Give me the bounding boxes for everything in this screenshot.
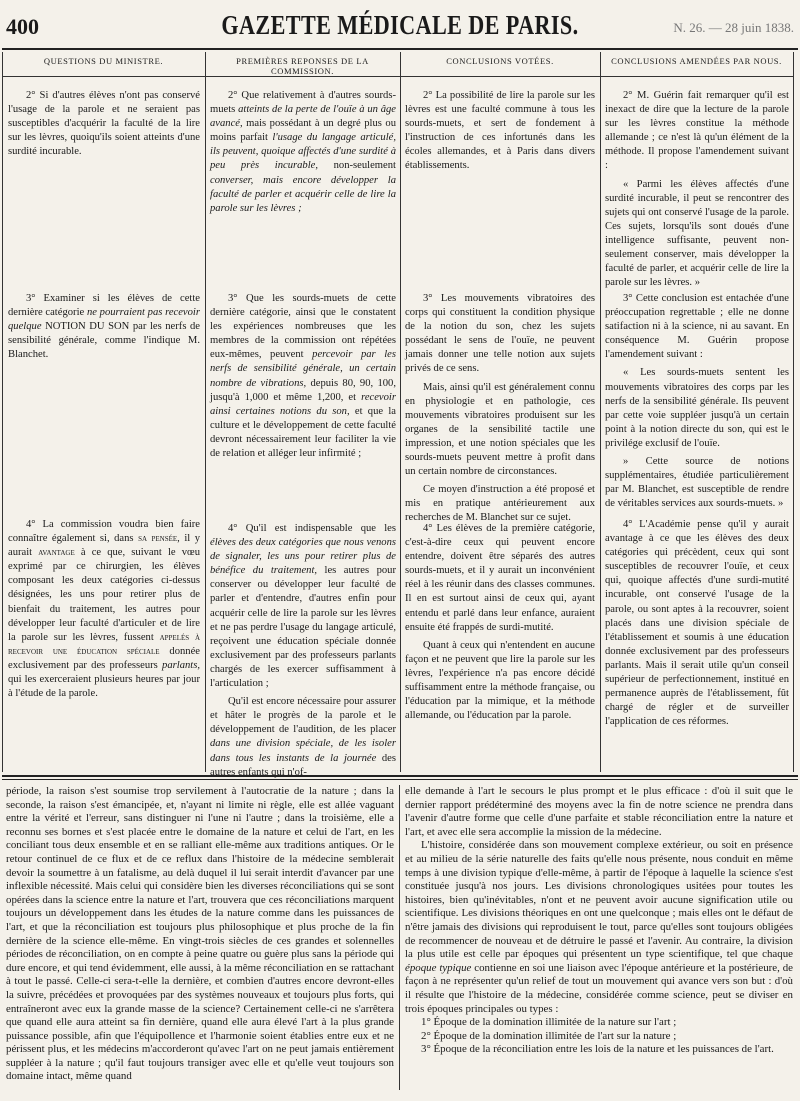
article-text: elle demande à l'art le secours le plus prompt et le plus efficace : d'où il suit que le dernier rapport prédéterminé des moyens avec la fin de notre science ne prendra dans l'avenir d'autre forme que celle d'une parfaite et stable réconciliation entre la nature et l'art, et avec elle sera accomplie la mission de la médecine.	[405, 785, 793, 838]
cell-text: 3° Que les sourds-muets de cette dernière catégorie, ainsi que le constatent les expériences nombreuses que les membres de la commission ont répétées eux-mêmes, peuvent percevoir par les nerfs de sensibilité générale, un certain nombre de vibrations, depuis 80, 90, 100, jusqu'à 1,000 et même 1,200, et recevoir ainsi certaines notions du son, et que la culture et le développement de cette faculté devront nécessairement leur faciliter la vie de relation et alléger leur infirmité ;	[210, 293, 397, 460]
cell-text: 3° Examiner si les élèves de cette dernière catégorie ne pourraient pas recevoir quelque NOTION DU SON par les nerfs de sensibilité générale, comme l'indique M. Blanchet.	[8, 293, 200, 361]
cell-text: Mais, ainsi qu'il est généralement connu en physiologie et en pathologie, ces mouvements vibratoires produisent sur les organes de la sensibilité tactile une impression, et une notion spéciales que les sourds-muets peuvent mettre à profit dans un certain nombre de circonstances.	[405, 381, 595, 478]
row2-question	[8, 292, 200, 362]
cell-text: 4° L'Académie pense qu'il y aurait avantage à ce que les élèves des deux catégories qui précèdent, ceux qui sont susceptibles de recouvrer l'ouïe, et ceux qui, quoique affectés d'une surdi-mutité incurable, ont conservé l'usage de la parole, ou sont aptes à la recouvrer, soient placés dans une division spéciale de l'établissement et soumis à une éducation donnée exclusivement par des professeurs parlants. Mais il serait utile qu'un conseil supérieur de perfectionnement, institué en permanence auprès de l'établissement, fût chargé de régler et de surveiller l'application de ces réformes.	[605, 519, 789, 728]
row1-amendment	[605, 89, 789, 290]
row2-response	[210, 292, 396, 461]
row1-question	[8, 89, 200, 159]
article-text: période, la raison s'est soumise trop servilement à l'autocratie de la nature ; dans la seconde, la raison s'est émancipée, et, n'ayant ni limite ni règle, elle est allée vaguant entre la vérité et l'erreur, sans distinguer ni l'une ni l'autre ; dans la troisième, elle a reconnu ses bornes et s'est placée entre le domaine de la nature et celui de l'art, en les conciliant tous deux ensemble et en se ralliant elle-même aux traditions antiques. Or le retour continuel de ce flux et de ce reflux dans l'histoire de la médecine semblerait devoir la soumettre à un fatalisme, au delà duquel il lui serait interdit d'avancer par une inflexible nécessité. Mais celui qui considère bien les diverses réconciliations qui se sont opérées dans la science entre la nature et l'art, trouvera que ces réconciliations marquent toujours un développement dans les études de la nature comme dans les puissances de l'art, et que la réconciliation est toujours plus philosophique et plus proche de la fin dernière de la science elle-même. En vingt-trois siècles de ces grandes et solennelles périodes de réconciliation, on en compte à peine quatre ou guère plus sans la période qui dure encore, et qui tend évidemment, elle aussi, à la même réconciliation en se rattachant à tout le passé. Celle-ci sera-t-elle la dernière, et combien d'autres encore devront-elles la suivre, précédées et provoquées par des systèmes nouveaux et toujours plus forts, qui entraîneront avec eux la grande masse de la science? Certainement celle-ci ne s'arrêtera que quand elle aura atteint sa fin dernière, quand elle aura élevé l'art à la plus grande puissance possible, afin que l'équipollence et l'harmonie soient établies entre eux et ne périssent plus, et les médecins m'accorderont qu'avec l'art on ne peut jamais entièrement suppléer à la nature ; qu'il faut toujours transiger avec elle et qu'elle veut toujours son domaine intact, même quand	[6, 785, 394, 1083]
cell-text: » Cette source de notions supplémentaires, étudiée particulièrement par M. Blanchet, est susceptible de rendre de véritables services aux sourds-muets. »	[605, 456, 789, 510]
table-border-left	[2, 52, 3, 772]
list-item: 3° Époque de la réconciliation entre les lois de la nature et les puissances de l'art.	[421, 1043, 774, 1056]
row1-conclusion	[405, 89, 595, 174]
cell-text: 2° M. Guérin fait remarquer qu'il est inexact de dire que la lecture de la parole sur les lèvres constitue la méthode allemande ; ce n'est là qu'un élément de la méthode. Il propose l'amendement suivant :	[605, 90, 789, 172]
article-text: L'histoire, considérée dans son mouvement complexe extérieur, ou soit en présence et au milieu de la série naturelle des faits qu'elle nous présente, nous conduit en même temps à une division typique d'elle-même, à partir de l'époque à laquelle la science s'est constituée jusqu'à nos jours. Les divisions chronologiques usitées pour toutes les histoires, bien qu'inévitables, n'ont et ne peuvent avoir aucune signification utile ou scientifique. Les divisions théoriques en ont une quelconque ; mais elles ont le défaut de n'être jamais des divisions qui reproduisent le tout, parce qu'elles sont toujours obligées de recommencer de nouveau et de détruire le passé et l'avenir. Au contraire, la division la plus utile est celle par époques qui présentent un type scientifique, tel que chaque époque typique contienne en soi une liaison avec l'époque antérieure et la postérieure, de façon à ne représenter qu'un relief de tout un mouvement qui avance vers son but : d'où il résulte que l'histoire de la médecine, considérée comme science, peut se diviser en trois époques principales ou types :	[405, 839, 793, 1015]
cell-text: Quant à ceux qui n'entendent en aucune façon et ne peuvent que lire la parole sur les lèvres, l'expérience n'a pas encore décidé suffisamment entre la méthode française, ou l'éducation par la mimique, et la méthode allemande, ou l'éducation par la parole.	[405, 639, 595, 722]
page-title: GAZETTE MÉDICALE DE PARIS.	[221, 10, 579, 40]
row3-response	[210, 522, 396, 780]
row3-amendment	[605, 518, 789, 729]
page-header	[0, 10, 800, 50]
cell-text: « Les sourds-muets sentent les mouvements vibratoires des corps par les nerfs de la sensibilité générale. Ils peuvent par cette voie suppléer jusqu'à un certain point à la notion directe du son, qui est le privilége exclusif de l'ouïe.	[605, 367, 789, 449]
header-row-rule	[2, 76, 794, 77]
column-header: CONCLUSIONS AMENDÉES PAR NOUS.	[611, 56, 782, 66]
commission-table	[2, 52, 794, 778]
header-rule	[2, 48, 798, 50]
issue-label: N. 26. — 28 juin 1838.	[673, 20, 794, 35]
cell-text: 2° Que relativement à d'autres sourds-muets atteints de la perte de l'ouïe à un âge avancé, mais possédant à un degré plus ou moins parfait l'usage du langage articulé, ils peuvent, quoique affectés d'une surdité à peu près incurable, non-seulement converser, mais encore développer la faculté de parler et acquérir celle de lire la parole sur les lèvres ;	[210, 90, 396, 214]
column-header: PREMIÈRES REPONSES DE LA COMMISSION.	[236, 56, 369, 76]
list-item: 2° Époque de la domination illimitée de l'art sur la nature ;	[421, 1029, 677, 1042]
cell-text: 4° La commission voudra bien faire connaître également si, dans sa pensée, il y aurait avantage à ce que, suivant le vœu exprimé par ce chirurgien, les élèves composant les deux catégories ci-dessus désignées, les uns pour retirer plus de bienfait du traitement, les autres pour développer leur faculté d'articuler et de lire la parole sur les lèvres, fussent appelés à recevoir une éducation spéciale donnée exclusivement par des professeurs parlants, qui les exerceraient plusieurs heures par jour à l'étude de la parole.	[8, 519, 201, 700]
section-rule	[2, 779, 798, 780]
cell-text: 2° Si d'autres élèves n'ont pas conservé l'usage de la parole et ne seraient pas susceptibles d'acquérir la faculté de la lire sur les lèvres, quoiqu'ils soient atteints d'une surdité incurable.	[8, 90, 200, 158]
row3-conclusion	[405, 522, 595, 723]
column-header: CONCLUSIONS VOTÉES.	[446, 56, 554, 66]
column-header: QUESTIONS DU MINISTRE.	[43, 56, 164, 66]
cell-text: 2° La possibilité de lire la parole sur les lèvres est une faculté commune à tous les sourds-muets, et sert de fondement à l'instruction de ces infortunés dans les écoles allemandes, et à Paris dans divers établissements.	[405, 90, 595, 172]
row3-question	[8, 518, 200, 701]
list-item: 1° Époque de la domination illimitée de la nature sur l'art ;	[421, 1016, 677, 1029]
column-divider	[399, 785, 400, 1090]
article-column-right	[405, 785, 793, 1085]
table-border-right	[793, 52, 794, 772]
cell-text: 3° Les mouvements vibratoires des corps qui constituent la condition physique de la notion du son, chez les sujets possédant le sens de l'ouïe, ne peuvent jamais donner une telle notion aux sujets privés de ce sens.	[405, 293, 595, 375]
page-number: 400	[6, 14, 39, 39]
cell-text: 4° Qu'il est indispensable que les élèves des deux catégories que nous venons de signaler, les uns pour retirer plus de bénéfice du traitement, les autres pour conserver ou développer leur faculté de parler et d'entendre, d'autres enfin pour acquérir celle de lire la parole sur les lèvres et ne pas perdre l'usage du langage articulé, reçoivent une éducation spéciale donnée exclusivement par des professeurs parlants chargés de les exercer suffisamment à l'articulation ;	[210, 523, 396, 690]
article-column-left	[6, 785, 394, 1085]
column-divider	[400, 52, 401, 772]
row2-conclusion	[405, 292, 595, 526]
cell-text: 3° Cette conclusion est entachée d'une préoccupation regrettable ; elle ne donne satifaction ni à la science, ni au savant. En conséquence M. Guérin propose l'amendement suivant :	[605, 293, 789, 361]
column-divider	[205, 52, 206, 772]
row1-response	[210, 89, 396, 216]
cell-text: 4° Les élèves de la première catégorie, c'est-à-dire ceux qui peuvent encore entendre, doivent être séparés des autres sourds-muets, et il y aurait un inconvénient réel à les réunir dans des classes communes. Il en est surtout ainsi de ceux qui, ayant entendu et parlé dans leur enfance, auraient ensuite été frappés de surdi-mutité.	[405, 523, 595, 633]
cell-text: Qu'il est encore nécessaire pour assurer et hâter le progrès de la parole et le développement de l'audition, de les placer dans une division spéciale, de les isoler dans tous les instants de la journée des autres enfants qui n'of-	[210, 696, 396, 778]
section-rule	[2, 775, 798, 777]
cell-text: Ce moyen d'instruction a été proposé et mis en pratique antérieurement aux recherches de M. Blanchet sur ce sujet.	[405, 484, 595, 524]
cell-text: « Parmi les élèves affectés d'une surdité incurable, il peut se rencontrer des sujets qui ont conservé l'usage de la parole. Ces sujets, lorsqu'ils sont doués d'une intelligence suffisante, peuvent non-seulement conserver, mais développer la faculté de parler, et acquérir celle de lire la parole sur les lèvres. »	[605, 178, 789, 289]
row2-amendment	[605, 292, 789, 511]
column-divider	[600, 52, 601, 772]
